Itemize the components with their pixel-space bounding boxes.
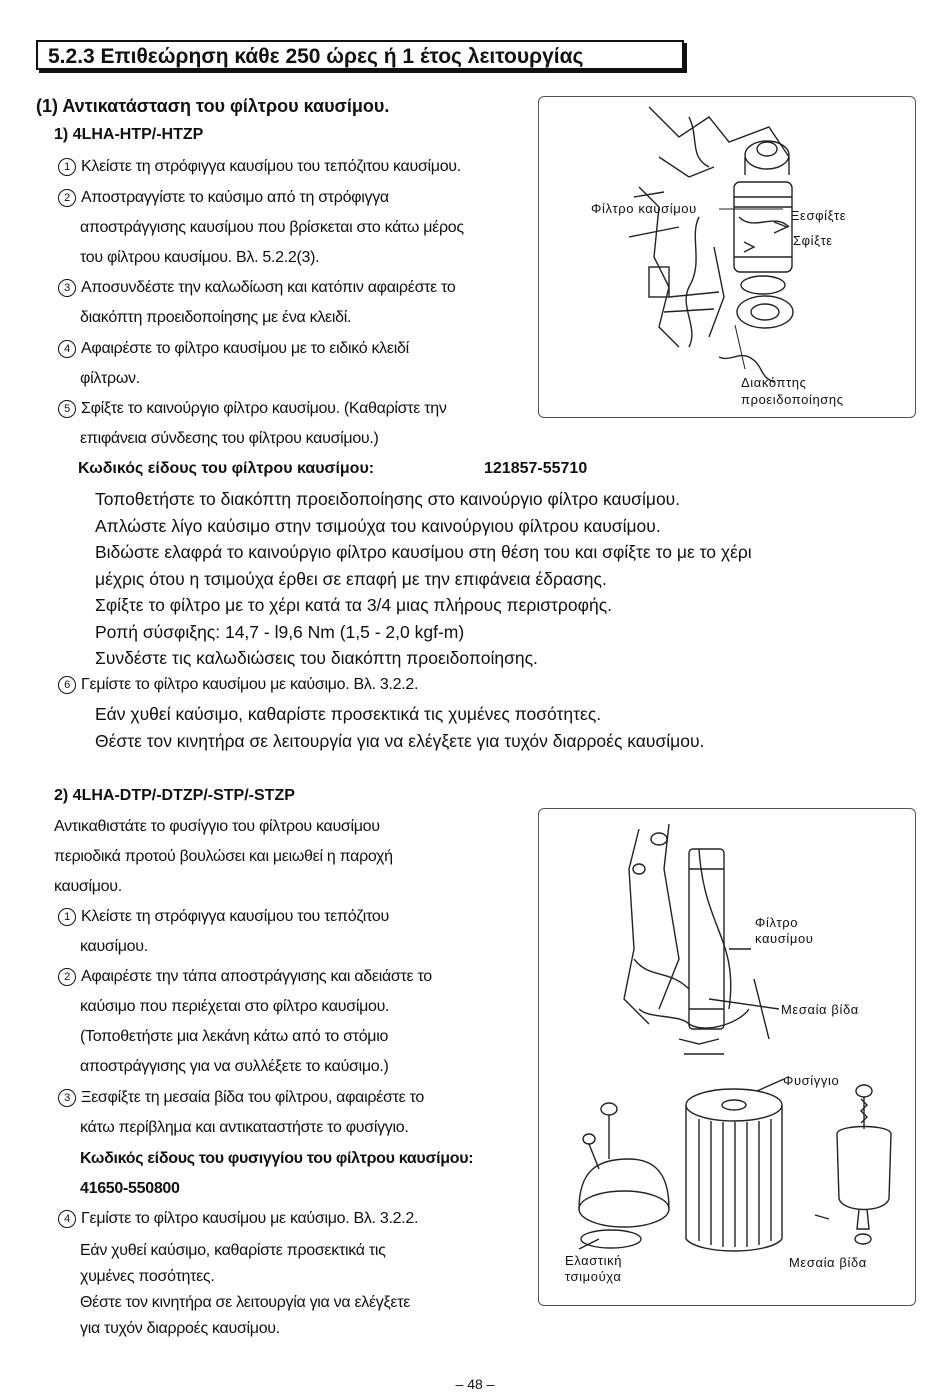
- step-text: διακόπτη προειδοποίησης με ένα κλειδί.: [80, 309, 352, 326]
- part1-heading: (1) Αντικατάσταση του φίλτρου καυσίμου.: [36, 96, 390, 116]
- fuel-filter-figure-2: [538, 808, 916, 1306]
- step-text: Κλείστε τη στρόφιγγα καυσίμου του τεπόζιτου: [81, 908, 389, 925]
- fuel-filter-figure-1: [538, 96, 916, 418]
- step-number: 1: [58, 158, 76, 176]
- step-number: 4: [58, 340, 76, 358]
- step-text: Αποστραγγίστε το καύσιμο από τη στρόφιγγα: [81, 189, 389, 206]
- filter-label: Φίλτρο καυσίμου: [591, 201, 697, 216]
- step-text: Γεμίστε το φίλτρο καυσίμου με καύσιμο. Βλ. 3.2.2.: [81, 1210, 419, 1227]
- part1-step-4: [58, 334, 528, 394]
- instruction-line: μέχρις ότου η τσιμούχα έρθει σε επαφή με την επιφάνεια έδρασης.: [95, 568, 607, 589]
- instruction-line: για τυχόν διαρροές καυσίμου.: [80, 1320, 280, 1337]
- section-title: 5.2.3 Επιθεώρηση κάθε 250 ώρες ή 1 έτος λειτουργίας: [36, 40, 684, 70]
- center-bolt-label: Μεσαία βίδα: [781, 1002, 859, 1017]
- step-text: κάτω περίβλημα και αντικαταστήστε το φυσίγγιο.: [80, 1119, 409, 1136]
- step-text: αποστράγγισης καυσίμου που βρίσκεται στο κάτω μέρος: [80, 219, 464, 236]
- tighten-label: Σφίξτε: [793, 233, 833, 248]
- instruction-line: χυμένες ποσότητες.: [80, 1268, 215, 1285]
- part2-subheading: 2) 4LHA-DTP/-DTZP/-STP/-STZP: [54, 787, 295, 804]
- instruction-line: Εάν χυθεί καύσιμο, καθαρίστε προσεκτικά τις: [80, 1242, 386, 1259]
- part1-after-step6: [95, 701, 915, 754]
- step-text: (Τοποθετήστε μια λεκάνη κάτω από το στόμιο: [80, 1028, 389, 1045]
- step-number: 2: [58, 968, 76, 986]
- part2-part-number: 41650-550800: [80, 1180, 180, 1197]
- instruction-line: Ροπή σύσφιξης: 14,7 - l9,6 Nm (1,5 - 2,0 kgf-m): [95, 621, 465, 642]
- step-text: φίλτρων.: [80, 370, 140, 387]
- instruction-line: Τοποθετήστε το διακόπτη προειδοποίησης στο καινούργιο φίλτρο καυσίμου.: [95, 489, 681, 509]
- engine-filter-illustration: [539, 97, 915, 417]
- step-text: αποστράγγισης για να συλλέξετε το καύσιμο.): [80, 1058, 389, 1075]
- warning-switch-label: προειδοποίησης: [741, 392, 844, 407]
- instruction-line: Συνδέστε τις καλωδιώσεις του διακόπτη προειδοποίησης.: [95, 648, 538, 668]
- instruction-line: Εάν χυθεί καύσιμο, καθαρίστε προσεκτικά τις χυμένες ποσότητες.: [95, 704, 602, 724]
- step-number: 2: [58, 189, 76, 207]
- part2-step-4: [58, 1204, 528, 1234]
- part2-intro: [54, 812, 524, 902]
- part2-step-3: [58, 1083, 528, 1143]
- step-number: 1: [58, 908, 76, 926]
- instruction-line: Θέστε τον κινητήρα σε λειτουργία για να ελέγξετε: [80, 1294, 411, 1311]
- filter-label: Φίλτρο: [755, 915, 799, 930]
- instruction-line: Βιδώστε ελαφρά το καινούργιο φίλτρο καυσίμου στη θέση του και σφίξτε το με το χέρι: [95, 542, 752, 562]
- intro-line: καυσίμου.: [54, 878, 122, 895]
- part1-part-label: Κωδικός είδους του φίλτρου καυσίμου:: [78, 460, 375, 477]
- part2-after-step4: [80, 1238, 520, 1342]
- intro-line: Αντικαθιστάτε το φυσίγγιο του φίλτρου καυσίμου: [54, 818, 380, 835]
- step-text: του φίλτρου καυσίμου. Βλ. 5.2.2(3).: [80, 249, 320, 266]
- part1-subheading: 1) 4LHA-HTP/-HTZP: [54, 126, 204, 143]
- part1-instructions: [95, 486, 915, 672]
- center-bolt-label: Μεσαία βίδα: [789, 1255, 867, 1270]
- part1-step-1: [58, 152, 528, 182]
- step-text: Ξεσφίξτε τη μεσαία βίδα του φίλτρου, αφαιρέστε το: [81, 1089, 424, 1106]
- part1-step-5: [58, 394, 528, 454]
- part2-step-2: [58, 962, 528, 1082]
- part2-part-label: Κωδικός είδους του φυσιγγίου του φίλτρου καυσίμου:: [80, 1150, 474, 1167]
- step-number: 4: [58, 1210, 76, 1228]
- o-ring-label: τσιμούχα: [565, 1269, 622, 1284]
- part1-step-2: [58, 183, 528, 273]
- step-text: επιφάνεια σύνδεσης του φίλτρου καυσίμου.): [80, 430, 379, 447]
- filter-cartridge-illustration: [539, 809, 915, 1305]
- o-ring-label: Ελαστική: [565, 1253, 623, 1268]
- step-number: 3: [58, 1089, 76, 1107]
- instruction-line: Απλώστε λίγο καύσιμο στην τσιμούχα του καινούργιου φίλτρου καυσίμου.: [95, 515, 661, 536]
- step-number: 6: [58, 676, 76, 694]
- filter-label: καυσίμου: [755, 931, 814, 946]
- step-text: Σφίξτε το καινούργιο φίλτρο καυσίμου. (Καθαρίστε την: [81, 400, 447, 417]
- instruction-line: Θέστε τον κινητήρα σε λειτουργία για να ελέγξετε για τυχόν διαρροές καυσίμου.: [95, 730, 705, 751]
- step-text: καύσιμο που περιέχεται στο φίλτρο καυσίμου.: [80, 998, 390, 1015]
- element-label: Φυσίγγιο: [783, 1073, 840, 1088]
- step-text: Γεμίστε το φίλτρο καυσίμου με καύσιμο. Βλ. 3.2.2.: [81, 676, 419, 693]
- step-number: 5: [58, 400, 76, 418]
- warning-switch-label: Διακόπτης: [741, 375, 807, 390]
- step-text: Αποσυνδέστε την καλωδίωση και κατόπιν αφαιρέστε το: [81, 279, 456, 296]
- part1-step-3: [58, 273, 528, 333]
- part1-part-number: 121857-55710: [484, 460, 588, 477]
- step-text: Κλείστε τη στρόφιγγα καυσίμου του τεπόζιτου καυσίμου.: [81, 158, 461, 175]
- page-number: – 48 –: [455, 1376, 495, 1392]
- step-number: 3: [58, 279, 76, 297]
- loosen-label: Ξεσφίξτε: [791, 208, 847, 223]
- part2-step-1: [58, 902, 528, 962]
- instruction-line: Σφίξτε το φίλτρο με το χέρι κατά τα 3/4 μιας πλήρους περιστροφής.: [95, 595, 612, 615]
- step-text: Αφαιρέστε την τάπα αποστράγγισης και αδειάστε το: [81, 968, 432, 985]
- step-text: Αφαιρέστε το φίλτρο καυσίμου με το ειδικό κλειδί: [81, 340, 409, 357]
- step-text: καυσίμου.: [80, 938, 148, 955]
- intro-line: περιοδικά προτού βουλώσει και μειωθεί η παροχή: [54, 848, 393, 865]
- part1-step-6: [58, 670, 658, 700]
